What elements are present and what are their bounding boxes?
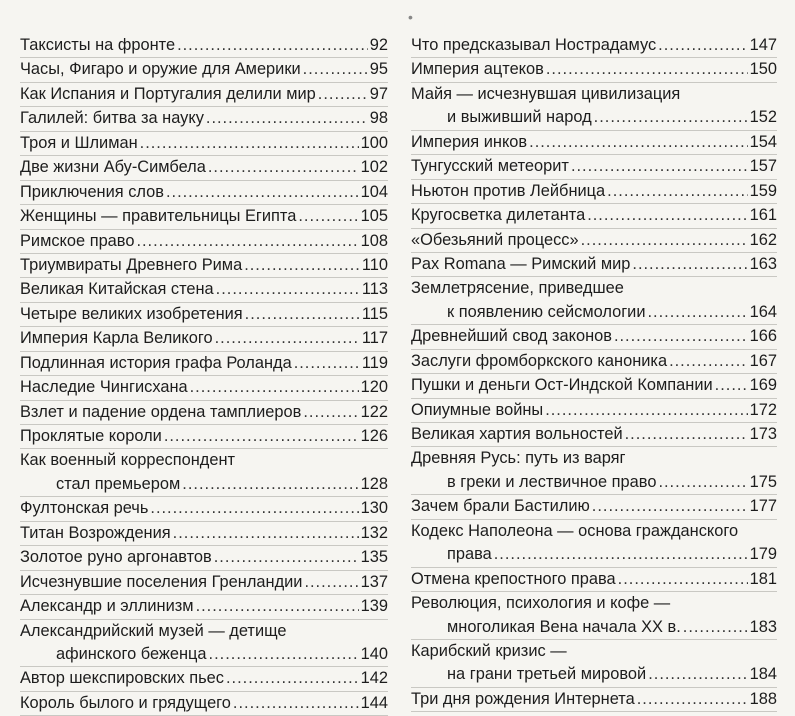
dot-leader xyxy=(245,303,360,326)
dot-leader xyxy=(206,107,368,130)
toc-entry-page-number: 135 xyxy=(360,548,388,567)
dot-leader xyxy=(304,571,358,594)
toc-entry-title: афинского беженца xyxy=(56,644,207,663)
toc-entry-page-number: 163 xyxy=(749,254,777,273)
toc-entry-title: Карибский кризис — xyxy=(411,641,567,660)
toc-entry-line xyxy=(20,571,388,595)
toc-entry-page-number: 115 xyxy=(361,304,388,323)
dot-leader xyxy=(545,399,747,422)
toc-entry-page-number: 152 xyxy=(749,108,777,127)
toc-entry-title: Землетрясение, приведшее xyxy=(411,279,624,298)
toc-entry-line xyxy=(20,473,388,497)
toc-entry-line xyxy=(20,327,388,351)
toc-column-right xyxy=(411,34,777,712)
toc-entry-line xyxy=(411,423,777,447)
toc-entry xyxy=(20,205,388,229)
toc-entry-title: многоликая Вена начала XX в. xyxy=(447,617,681,636)
toc-entry-line xyxy=(20,692,388,716)
toc-entry-line xyxy=(20,181,388,205)
toc-column-left xyxy=(20,34,388,716)
toc-entry-title: Пушки и деньги Ост-Индской Компании xyxy=(411,376,713,395)
toc-entry-page-number: 164 xyxy=(749,302,777,321)
dot-leader xyxy=(164,425,359,448)
toc-entry xyxy=(411,495,777,519)
toc-entry-title: Наследие Чингисхана xyxy=(20,378,188,397)
toc-entry-title: стал премьером xyxy=(56,474,181,493)
toc-entry-title: Опиумные войны xyxy=(411,400,544,419)
toc-entry-title: Заслуги фромборкского каноника xyxy=(411,351,668,370)
dot-leader xyxy=(209,643,359,666)
toc-entry xyxy=(20,571,388,595)
toc-entry xyxy=(411,131,777,155)
toc-entry-page-number: 132 xyxy=(360,523,388,542)
toc-entry xyxy=(20,425,388,449)
toc-entry xyxy=(411,520,777,568)
toc-entry-title: Взлет и падение ордена тамплиеров xyxy=(20,402,302,421)
toc-entry-line xyxy=(411,155,777,179)
dot-leader xyxy=(173,522,359,545)
toc-entry-line xyxy=(411,58,777,82)
toc-entry-title: Кругосветка дилетанта xyxy=(411,206,586,225)
toc-entry-line xyxy=(411,688,777,712)
toc-entry-page-number: 139 xyxy=(360,597,388,616)
toc-entry-title: «Обезьяний процесс» xyxy=(411,230,579,249)
toc-entry-page-number: 113 xyxy=(361,280,388,299)
dot-leader xyxy=(632,253,747,276)
toc-entry-title: Империя Карла Великого xyxy=(20,329,213,348)
toc-entry xyxy=(20,692,388,716)
toc-entry-page-number: 142 xyxy=(360,669,388,688)
dot-leader xyxy=(140,132,359,155)
toc-entry-title: Три дня рождения Интернета xyxy=(411,689,635,708)
toc-entry-line xyxy=(20,643,388,667)
toc-entry-line xyxy=(411,374,777,398)
toc-entry-title: Часы, Фигаро и оружие для Америки xyxy=(20,60,301,79)
toc-entry-line xyxy=(411,325,777,349)
toc-entry-page-number: 120 xyxy=(360,378,388,397)
toc-entry-line xyxy=(411,277,777,300)
dot-leader xyxy=(216,278,360,301)
toc-entry-title: и выживший народ xyxy=(447,108,592,127)
dot-leader xyxy=(226,667,359,690)
toc-entry-page-number: 108 xyxy=(360,231,388,250)
toc-entry-line xyxy=(20,132,388,156)
toc-entry xyxy=(411,180,777,204)
toc-entry-page-number: 173 xyxy=(749,425,777,443)
toc-entry-page-number: 181 xyxy=(749,569,777,588)
toc-entry-page-number: 154 xyxy=(749,132,777,151)
toc-entry-title: в греки и лествичное право xyxy=(447,472,657,491)
toc-entry xyxy=(20,107,388,131)
toc-entry-line xyxy=(20,156,388,180)
toc-entry-title: Как военный корреспондент xyxy=(20,451,236,470)
toc-entry-page-number: 110 xyxy=(361,255,388,274)
toc-entry-line xyxy=(20,620,388,643)
toc-entry-line xyxy=(411,229,777,253)
toc-entry-page-number: 150 xyxy=(749,60,777,79)
toc-entry xyxy=(20,352,388,376)
toc-entry-line xyxy=(411,640,777,663)
toc-entry xyxy=(20,522,388,546)
toc-entry xyxy=(20,278,388,302)
toc-entry-title: Кодекс Наполеона — основа гражданского xyxy=(411,521,739,540)
toc-entry xyxy=(411,374,777,398)
dot-leader xyxy=(177,34,368,57)
toc-entry xyxy=(411,229,777,253)
toc-entry-line xyxy=(20,303,388,327)
toc-entry xyxy=(411,350,777,374)
toc-entry-title: Триумвираты Древнего Рима xyxy=(20,255,243,274)
toc-entry xyxy=(411,423,777,447)
toc-entry-line xyxy=(411,663,777,687)
dot-leader xyxy=(529,131,748,154)
dot-leader xyxy=(669,350,748,373)
toc-entry-title: Александр и эллинизм xyxy=(20,597,194,616)
toc-entry-page-number: 92 xyxy=(369,36,388,54)
toc-entry-page-number: 157 xyxy=(749,157,777,176)
dot-leader xyxy=(618,568,748,591)
toc-entry-page-number: 97 xyxy=(369,84,388,103)
toc-entry-title: Тунгусский метеорит xyxy=(411,157,569,176)
toc-entry-page-number: 167 xyxy=(749,351,777,370)
dot-leader xyxy=(592,495,748,518)
toc-entry-line xyxy=(20,34,388,58)
toc-entry-line xyxy=(20,449,388,472)
dot-leader xyxy=(658,34,747,57)
toc-entry xyxy=(411,592,777,640)
dot-leader xyxy=(190,376,359,399)
dot-leader xyxy=(182,473,358,496)
toc-entry-page-number: 137 xyxy=(360,572,388,591)
toc-entry-page-number: 119 xyxy=(361,353,388,372)
toc-entry-line xyxy=(20,522,388,546)
dot-leader xyxy=(571,155,748,178)
dot-leader xyxy=(214,546,359,569)
toc-entry-line xyxy=(20,230,388,254)
toc-entry-line xyxy=(411,471,777,495)
toc-entry-title: Приключения слов xyxy=(20,182,164,201)
toc-entry-page-number: 130 xyxy=(360,499,388,518)
dot-leader xyxy=(546,58,748,81)
toc-entry-title: Ньютон против Лейбница xyxy=(411,181,606,200)
toc-entry-title: Революция, психология и кофе — xyxy=(411,594,671,613)
toc-entry-page-number: 147 xyxy=(749,36,777,54)
toc-entry xyxy=(411,58,777,82)
dot-leader xyxy=(233,692,359,715)
toc-entry xyxy=(411,325,777,349)
dot-leader xyxy=(648,301,748,324)
dot-leader xyxy=(303,401,358,424)
toc-entry xyxy=(20,34,388,58)
toc-entry-line xyxy=(411,543,777,567)
toc-entry-line xyxy=(20,497,388,521)
toc-entry-line xyxy=(411,301,777,325)
toc-entry-title: Король былого и грядущего xyxy=(20,693,231,712)
toc-entry-title: Империя ацтеков xyxy=(411,60,544,79)
toc-entry-page-number: 161 xyxy=(749,206,777,225)
toc-entry xyxy=(20,303,388,327)
toc-entry-title: Зачем брали Бастилию xyxy=(411,497,590,516)
dot-leader xyxy=(625,423,748,446)
toc-entry xyxy=(20,254,388,278)
toc-entry-line xyxy=(411,616,777,640)
toc-entry-title: Таксисты на фронте xyxy=(20,36,176,54)
toc-entry-title: Титан Возрождения xyxy=(20,523,171,542)
toc-entry-line xyxy=(411,83,777,106)
toc-entry-title: Подлинная история графа Роланда xyxy=(20,353,292,372)
toc-entry-line xyxy=(411,592,777,615)
toc-entry-page-number: 169 xyxy=(749,376,777,395)
dot-leader xyxy=(587,204,747,227)
toc-entry-title: Троя и Шлиман xyxy=(20,133,138,152)
toc-entry-title: к появлению сейсмологии xyxy=(447,302,646,321)
toc-entry-title: Автор шекспировских пьес xyxy=(20,669,224,688)
dot-leader xyxy=(136,230,358,253)
toc-entry-line xyxy=(20,376,388,400)
toc-entry xyxy=(20,401,388,425)
dot-leader xyxy=(715,374,748,397)
toc-entry-page-number: 183 xyxy=(749,617,777,636)
toc-entry xyxy=(411,399,777,423)
toc-entry-page-number: 95 xyxy=(369,60,388,79)
toc-entry xyxy=(411,34,777,58)
toc-entry-line xyxy=(20,546,388,570)
toc-entry-title: Золотое руно аргонавтов xyxy=(20,548,212,567)
toc-entry-page-number: 177 xyxy=(749,497,777,516)
toc-entry xyxy=(20,181,388,205)
toc-entry-title: Древняя Русь: путь из варяг xyxy=(411,449,626,468)
toc-entry xyxy=(20,83,388,107)
toc-entry xyxy=(20,58,388,82)
toc-entry-title: Александрийский музей — детище xyxy=(20,621,287,640)
toc-entry-page-number: 105 xyxy=(360,207,388,226)
toc-entry-title: Исчезнувшие поселения Гренландии xyxy=(20,572,303,591)
toc-entry xyxy=(411,568,777,592)
toc-entry-page-number: 162 xyxy=(749,230,777,249)
dot-leader xyxy=(294,352,360,375)
toc-entry xyxy=(20,546,388,570)
toc-entry-page-number: 159 xyxy=(749,181,777,200)
toc-entry-line xyxy=(411,520,777,543)
toc-entry-line xyxy=(20,58,388,82)
toc-entry xyxy=(411,204,777,228)
toc-entry-page-number: 172 xyxy=(749,400,777,419)
toc-entry-title: Как Испания и Португалия делили мир xyxy=(20,84,316,103)
dot-leader xyxy=(318,83,368,106)
toc-entry-line xyxy=(20,107,388,131)
toc-entry-line xyxy=(20,278,388,302)
toc-entry-title: Империя инков xyxy=(411,132,528,151)
toc-entry-title: Римское право xyxy=(20,231,135,250)
toc-entry-title: Pax Romana — Римский мир xyxy=(411,254,631,273)
toc-entry xyxy=(411,447,777,495)
toc-entry-line xyxy=(20,667,388,691)
toc-entry-page-number: 179 xyxy=(749,545,777,564)
toc-entry xyxy=(411,688,777,712)
toc-entry-line xyxy=(411,495,777,519)
dot-leader xyxy=(150,497,358,520)
dot-leader xyxy=(298,205,358,228)
toc-entry-page-number: 128 xyxy=(360,474,388,493)
dot-leader xyxy=(303,58,368,81)
dot-leader xyxy=(494,543,748,566)
toc-entry-page-number: 104 xyxy=(360,182,388,201)
toc-entry-line xyxy=(411,131,777,155)
dot-leader xyxy=(215,327,360,350)
toc-entry-line xyxy=(20,205,388,229)
dot-leader xyxy=(648,663,747,686)
toc-entry-line xyxy=(20,352,388,376)
dot-leader xyxy=(581,229,748,252)
toc-entry-title: на грани третьей мировой xyxy=(447,665,647,684)
toc-entry-line xyxy=(20,401,388,425)
toc-entry-page-number: 140 xyxy=(360,644,388,663)
toc-entry xyxy=(20,620,388,668)
toc-entry xyxy=(20,327,388,351)
toc-entry xyxy=(20,595,388,619)
toc-entry-page-number: 166 xyxy=(749,327,777,346)
toc-entry xyxy=(411,253,777,277)
toc-entry-line xyxy=(411,253,777,277)
toc-entry-page-number: 175 xyxy=(749,472,777,491)
toc-entry-title: Майя — исчезнувшая цивилизация xyxy=(411,84,681,103)
toc-entry-line xyxy=(20,425,388,449)
toc-entry-title: права xyxy=(447,545,492,564)
toc-entry-page-number: 98 xyxy=(369,109,388,128)
page-mark: • xyxy=(408,9,413,25)
dot-leader xyxy=(244,254,360,277)
toc-entry-title: Женщины — правительницы Египта xyxy=(20,207,297,226)
toc-entry-line xyxy=(411,106,777,130)
toc-entry-line xyxy=(411,180,777,204)
toc-entry-line xyxy=(411,350,777,374)
toc-entry-line xyxy=(20,595,388,619)
toc-entry xyxy=(411,83,777,131)
toc-entry-title: Великая хартия вольностей xyxy=(411,425,623,443)
toc-entry xyxy=(20,497,388,521)
toc-entry-title: Две жизни Абу-Симбела xyxy=(20,158,206,177)
toc-entry-page-number: 188 xyxy=(749,689,777,708)
toc-entry xyxy=(411,277,777,325)
toc-entry-line xyxy=(20,83,388,107)
toc-entry xyxy=(20,156,388,180)
toc-entry-title: Что предсказывал Нострадамус xyxy=(411,36,657,54)
dot-leader xyxy=(166,181,359,204)
toc-entry-line xyxy=(20,254,388,278)
toc-entry-page-number: 144 xyxy=(360,693,388,712)
dot-leader xyxy=(614,325,748,348)
toc-entry xyxy=(20,376,388,400)
dot-leader xyxy=(594,106,748,129)
dot-leader xyxy=(683,616,748,639)
toc-entry-title: Великая Китайская стена xyxy=(20,280,214,299)
toc-entry-title: Фултонская речь xyxy=(20,499,149,518)
toc-entry xyxy=(20,449,388,497)
toc-entry xyxy=(20,230,388,254)
toc-entry-title: Проклятые короли xyxy=(20,427,162,445)
toc-entry-title: Четыре великих изобретения xyxy=(20,304,243,323)
toc-entry xyxy=(20,667,388,691)
toc-entry-line xyxy=(411,568,777,592)
toc-entry-title: Отмена крепостного права xyxy=(411,569,616,588)
dot-leader xyxy=(607,180,747,203)
toc-entry-page-number: 100 xyxy=(360,133,388,152)
dot-leader xyxy=(196,595,359,618)
toc-entry-page-number: 184 xyxy=(749,665,777,684)
toc-entry-line xyxy=(411,34,777,58)
toc-entry-page-number: 117 xyxy=(361,329,388,348)
toc-entry-page-number: 102 xyxy=(360,158,388,177)
toc-entry-line xyxy=(411,447,777,470)
toc-entry xyxy=(411,640,777,688)
toc-entry xyxy=(20,132,388,156)
toc-entry-page-number: 122 xyxy=(360,402,388,421)
toc-entry-title: Древнейший свод законов xyxy=(411,327,612,346)
toc-entry-title: Галилей: битва за науку xyxy=(20,109,204,128)
dot-leader xyxy=(658,471,747,494)
toc-entry-line xyxy=(411,399,777,423)
toc-entry xyxy=(411,155,777,179)
dot-leader xyxy=(208,156,359,179)
toc-entry-page-number: 126 xyxy=(360,427,388,445)
toc-entry-line xyxy=(411,204,777,228)
